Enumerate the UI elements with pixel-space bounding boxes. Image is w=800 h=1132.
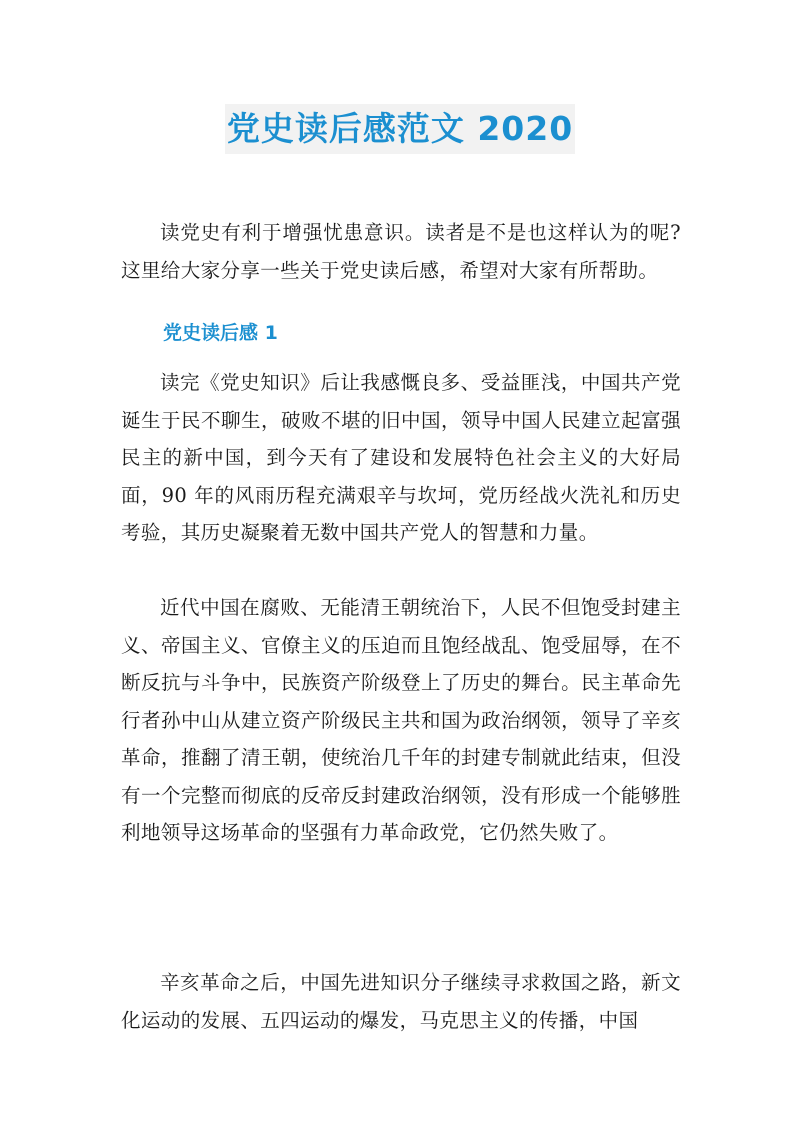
body-paragraph-2: 近代中国在腐败、无能清王朝统治下，人民不但饱受封建主义、帝国主义、官僚主义的压迫而且饱经战乱、饱受屈辱，在不断反抗与斗争中，民族资产阶级登上了历史的舞台。民主革命先行者孙中山从建立资产阶级民主共和国为政治纲领，领导了辛亥革命，推翻了清王朝，使统治几千年的封建专制就此结束，但没有一个完整而彻底的反帝反封建政治纲领，没有形成一个能够胜利地领导这场革命的坚强有力革命政党，它仍然失败了。 [121,596,681,844]
title-container [0,104,800,154]
body-paragraph-3: 辛亥革命之后，中国先进知识分子继续寻求救国之路，新文化运动的发展、五四运动的爆发，马克思主义的传播，中国 [121,971,681,1032]
document-title: 党史读后感范文 2020 [225,104,575,154]
intro-paragraph: 读党史有利于增强忧患意识。读者是不是也这样认为的呢?这里给大家分享一些关于党史读后感，希望对大家有所帮助。 [121,221,681,282]
section-heading: 党史读后感 1 [163,322,278,344]
body-paragraph-1: 读完《党史知识》后让我感慨良多、受益匪浅，中国共产党诞生于民不聊生，破败不堪的旧中国，领导中国人民建立起富强民主的新中国，到今天有了建设和发展特色社会主义的大好局面，90 年的风雨历程充满艰辛与坎坷，党历经战火洗礼和历史考验，其历史凝聚着无数中国共产党人的智慧和力量。 [121,371,681,544]
